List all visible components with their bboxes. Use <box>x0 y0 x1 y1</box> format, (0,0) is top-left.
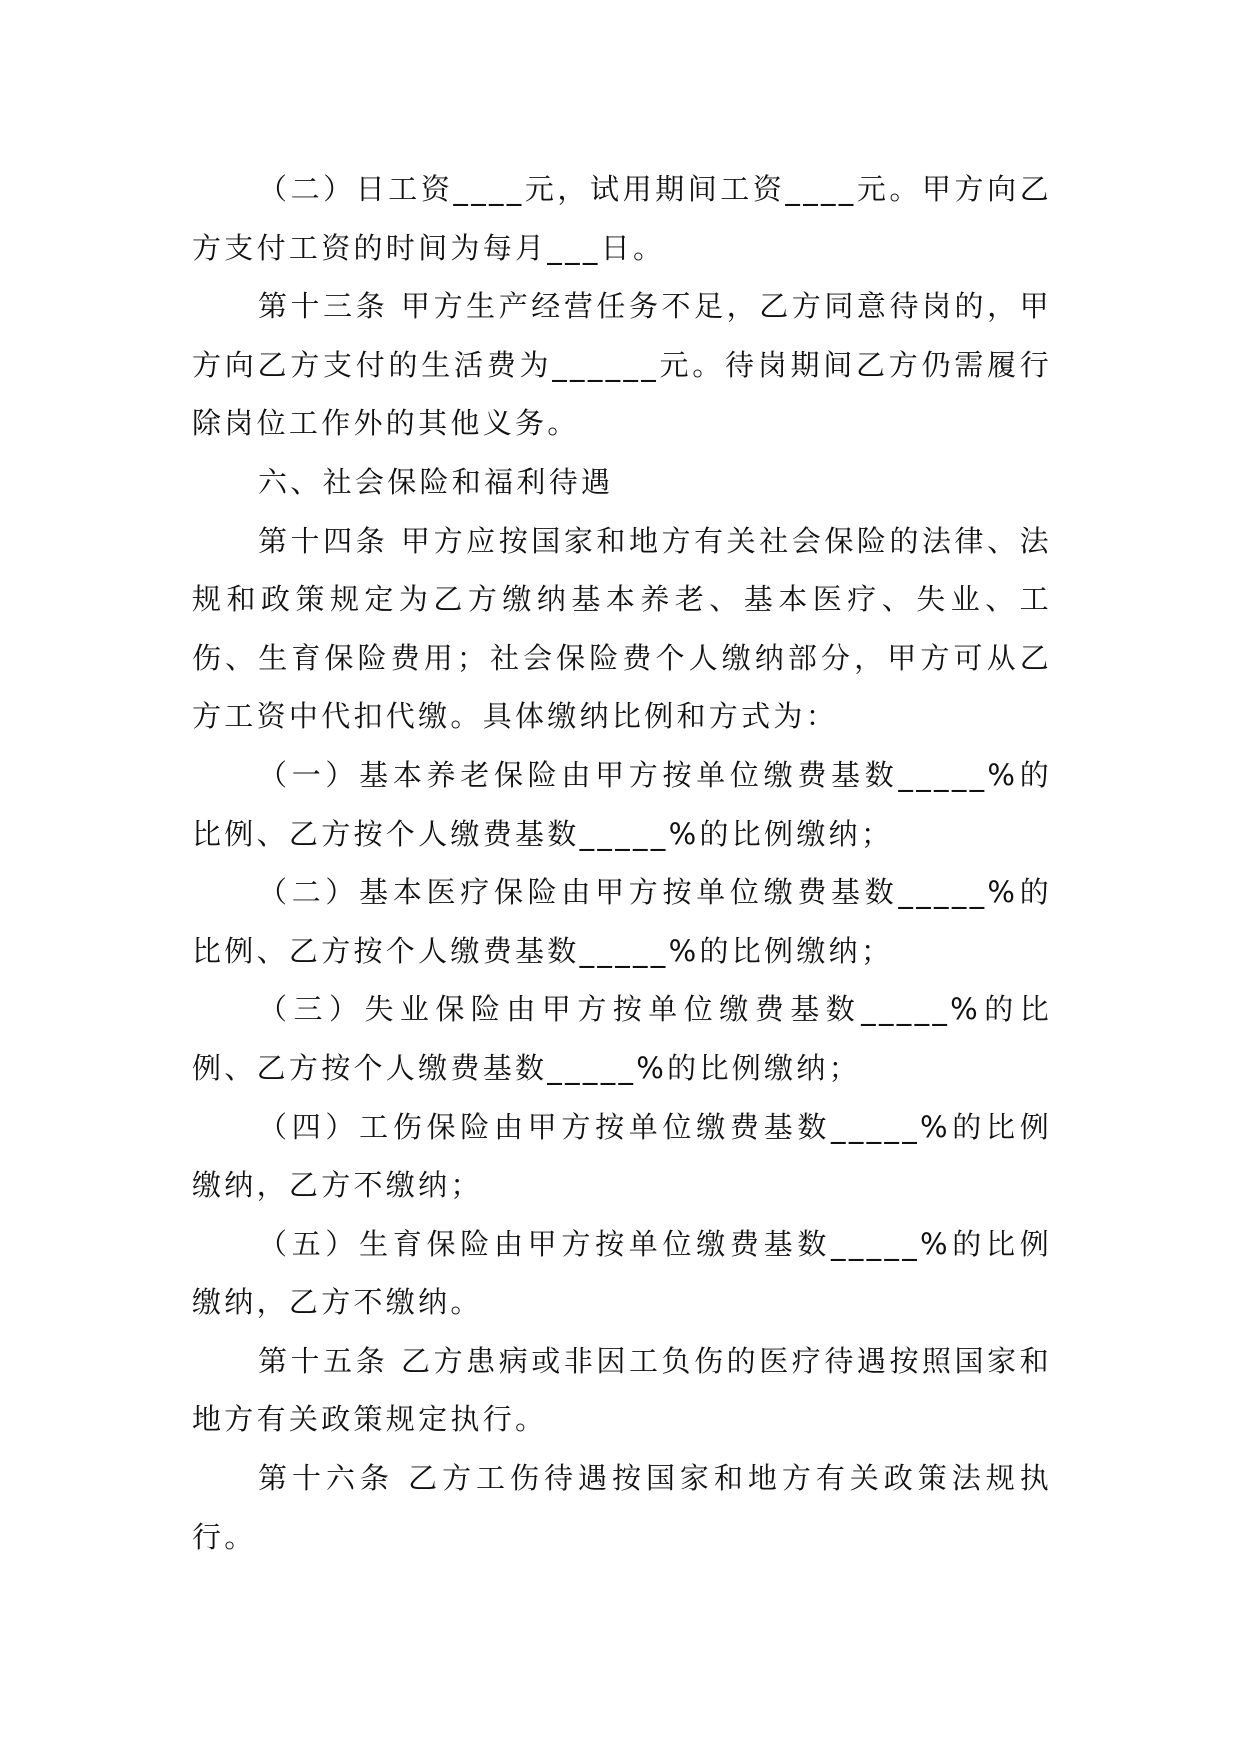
paragraph-article-14: 第十四条 甲方应按国家和地方有关社会保险的法律、法规和政策规定为乙方缴纳基本养老、基本医疗、失业、工伤、生育保险费用；社会保险费个人缴纳部分，甲方可从乙方工资中代扣代缴。具体缴纳比例和方式为： <box>192 523 1052 734</box>
paragraph-article-16: 第十六条 乙方工伤待遇按国家和地方有关政策法规执行。 <box>192 1461 1052 1554</box>
paragraph-unemployment-insurance: （三）失业保险由甲方按单位缴费基数_____%的比例、乙方按个人缴费基数_____%的比例缴纳； <box>192 992 1052 1085</box>
paragraph-medical-insurance: （二）基本医疗保险由甲方按单位缴费基数_____%的比例、乙方按个人缴费基数_____%的比例缴纳； <box>192 875 1052 968</box>
document-body <box>192 160 1052 1566</box>
section-heading-social-insurance: 六、社会保险和福利待遇 <box>258 464 614 499</box>
paragraph-daily-wage: （二）日工资____元，试用期间工资____元。甲方向乙方支付工资的时间为每月___日。 <box>192 172 1052 265</box>
paragraph-article-15: 第十五条 乙方患病或非因工负伤的医疗待遇按照国家和地方有关政策规定执行。 <box>192 1343 1052 1437</box>
paragraph-maternity-insurance: （五）生育保险由甲方按单位缴费基数_____%的比例缴纳，乙方不缴纳。 <box>192 1226 1052 1320</box>
paragraph-article-13: 第十三条 甲方生产经营任务不足，乙方同意待岗的，甲方向乙方支付的生活费为______元。待岗期间乙方仍需履行除岗位工作外的其他义务。 <box>192 289 1052 441</box>
paragraph-injury-insurance: （四）工伤保险由甲方按单位缴费基数_____%的比例缴纳，乙方不缴纳； <box>192 1109 1052 1203</box>
paragraph-pension-insurance: （一）基本养老保险由甲方按单位缴费基数_____%的比例、乙方按个人缴费基数_____%的比例缴纳； <box>192 757 1052 851</box>
